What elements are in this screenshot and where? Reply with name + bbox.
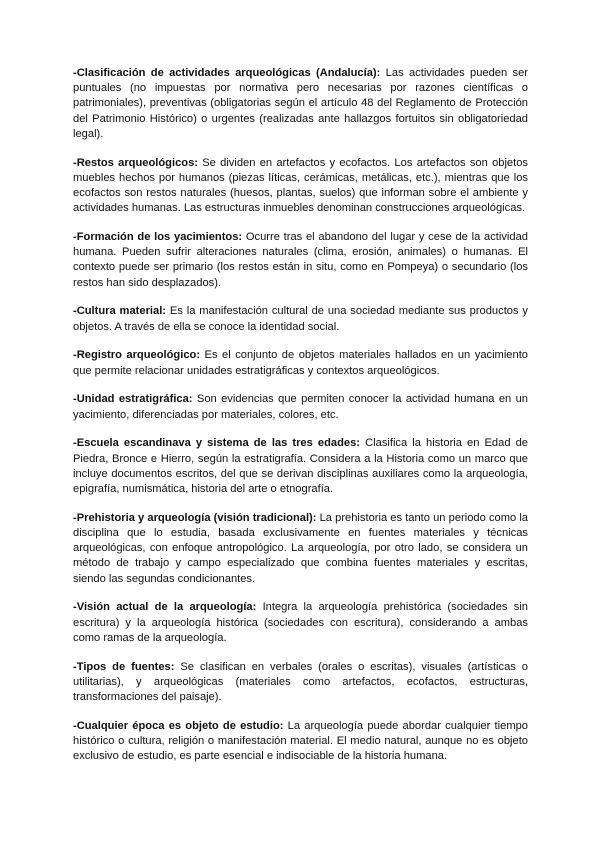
entry-body: Ocurre tras el abandono del lugar y cese de la actividad humana. Pueden sufrir alteraciones naturales (clima, erosión, animales) o humanas. El contexto puede ser primario (los restos están in situ, como en Pompeya) o secundario (los restos han sido desplazados). bbox=[73, 231, 528, 289]
entry-term: -Cultura material: bbox=[73, 305, 166, 318]
entry-term: -Registro arqueológico: bbox=[73, 349, 201, 362]
entry-body: Las actividades pueden ser puntuales (no impuestas por normativa pero necesarias por razones científicas o patrimoniales), preventivas (obligatorias según el artículo 48 del Reglamento de Protección del Patrimonio Histórico) o urgentes (realizadas ante hallazgos fortuitos sin obligatoriedad legal). bbox=[73, 67, 529, 140]
entry-escuela-escandinava bbox=[73, 436, 528, 497]
entry-term: -Clasificación de actividades arqueológicas (Andalucía): bbox=[73, 67, 381, 79]
entry-body: Son evidencias que permiten conocer la actividad humana en un yacimiento, diferenciadas por materiales, colores, etc. bbox=[73, 393, 528, 421]
entry-body: Se clasifican en verbales (orales o escritas), visuales (artísticas o utilitarias), y arqueológicas (materiales como artefactos, ecofactos, estructuras, transformaciones del paisaje). bbox=[73, 660, 528, 704]
entry-term: -Restos arqueológicos: bbox=[73, 156, 198, 169]
entry-cultura-material bbox=[73, 304, 528, 334]
entry-vision-actual bbox=[73, 600, 528, 646]
entry-term: -Cualquier época es objeto de estudio: bbox=[73, 719, 284, 732]
entry-body: Clasifica la historia en Edad de Piedra, Bronce e Hierro, según la estratigrafía. Considera a la Historia como un marco que incluye documentos escritos, del que se derivan disciplinas auxiliares como la arqueología, epigrafía, numismática, historia del arte o etnografía. bbox=[73, 437, 528, 496]
entry-body: Es el conjunto de objetos materiales hallados en un yacimiento que permite relacionar unidades estratigráficas y contextos arqueológicos. bbox=[73, 349, 528, 377]
entry-unidad-estratigrafica bbox=[73, 392, 528, 422]
entry-registro-arqueologico bbox=[73, 348, 528, 378]
entry-cualquier-epoca bbox=[73, 719, 528, 765]
entry-body: Se dividen en artefactos y ecofactos. Los artefactos son objetos muebles hechos por humanos (piezas líticas, cerámicas, metálicas, etc.), mientras que los ecofactos son restos naturales (huesos, plantas, suelos) que informan sobre el ambiente y actividades humanas. Las estructuras inmuebles denominan construcciones arqueológicas. bbox=[73, 156, 528, 215]
entry-term: -Tipos de fuentes: bbox=[73, 660, 175, 673]
entry-term: -Visión actual de la arqueología: bbox=[73, 601, 257, 614]
entry-body: Es la manifestación cultural de una sociedad mediante sus productos y objetos. A través de ella se conoce la identidad social. bbox=[73, 305, 528, 333]
entry-formacion-yacimientos bbox=[73, 230, 528, 291]
entry-term: -Escuela escandinava y sistema de las tres edades: bbox=[73, 437, 361, 450]
entry-clasificacion-actividades bbox=[73, 66, 528, 142]
entry-term: -Prehistoria y arqueología (visión tradicional): bbox=[73, 511, 317, 524]
entry-prehistoria-arqueologia bbox=[73, 511, 528, 587]
entry-term: -Unidad estratigráfica: bbox=[73, 393, 193, 406]
entry-body: La arqueología puede abordar cualquier tiempo histórico o cultura, religión o manifestación material. El medio natural, aunque no es objeto exclusivo de estudio, es parte esencial e indisociable de la historia humana. bbox=[73, 719, 528, 763]
entry-term: -Formación de los yacimientos: bbox=[73, 231, 243, 244]
entry-restos-arqueologicos bbox=[73, 156, 528, 217]
entry-body: La prehistoria es tanto un periodo como la disciplina que lo estudia, basada exclusivamente en fuentes materiales y técnicas arqueológicas, con enfoque antropológico. La arqueología, por otro lado, se considera un método de trabajo y campo especializado que combina fuentes materiales y escritas, siendo las segundas condicionantes. bbox=[73, 511, 528, 585]
entry-body: Integra la arqueología prehistórica (sociedades sin escritura) y la arqueología histórica (sociedades con escritura), considerando a ambas como ramas de la arqueología. bbox=[73, 601, 529, 644]
entry-tipos-fuentes bbox=[73, 660, 528, 706]
